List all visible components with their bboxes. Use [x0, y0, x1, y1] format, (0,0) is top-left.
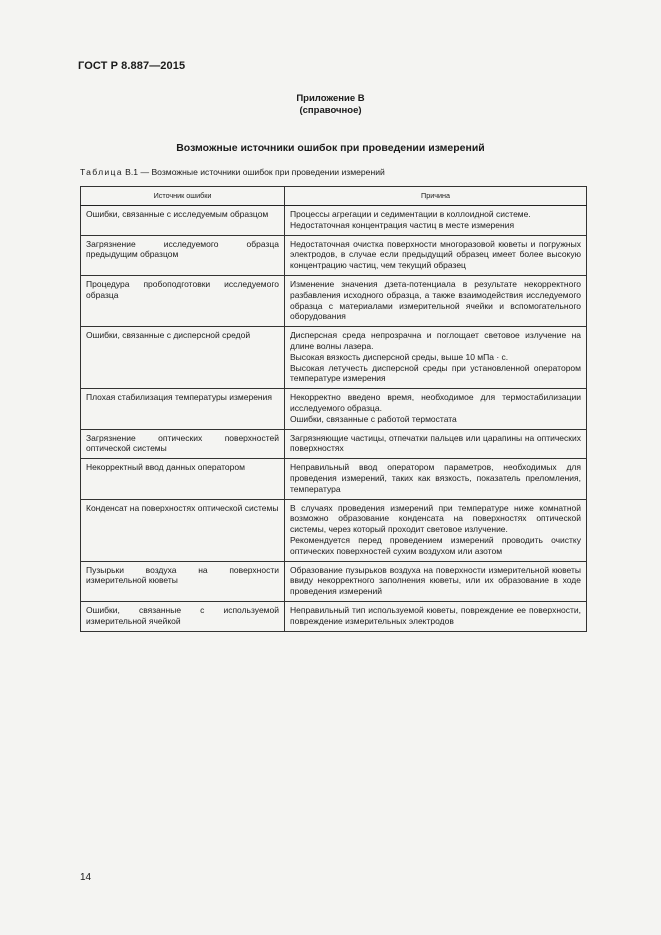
error-source-cell: Загрязнение оптических поверхностей оптической системы — [81, 429, 285, 459]
column-header-cause: Причина — [285, 187, 587, 206]
document-code: ГОСТ Р 8.887—2015 — [78, 60, 186, 72]
table-row — [81, 389, 587, 429]
table-row — [81, 206, 587, 236]
error-source-cell: Пузырьки воздуха на поверхности измерительной кюветы — [81, 561, 285, 601]
error-cause-cell — [285, 389, 587, 429]
error-cause-cell — [285, 429, 587, 459]
cause-text: Процессы агрегации и седиментации в коллоидной системе. — [290, 209, 531, 219]
cause-text: Неправильный тип используемой кюветы, повреждение ее поверхности, повреждение измерительных электродов — [290, 604, 581, 626]
error-source-cell: Ошибки, связанные с используемой измерительной ячейкой — [81, 601, 285, 631]
error-cause-cell — [285, 235, 587, 275]
cause-text: Высокая летучесть дисперсной среды при установленной оператором температуре измерения — [290, 362, 581, 384]
error-source-cell: Плохая стабилизация температуры измерения — [81, 389, 285, 429]
table-caption-word: Таблица — [80, 167, 123, 177]
column-header-source: Источник ошибки — [81, 187, 285, 206]
cause-text: Загрязняющие частицы, отпечатки пальцев или царапины на оптических поверхностях — [290, 432, 581, 454]
cause-text: Некорректно введено время, необходимое для термостабилизации исследуемого образца. — [290, 392, 581, 413]
appendix-subtitle: (справочное) — [299, 105, 362, 116]
cause-text: В случаях проведения измерений при температуре ниже комнатной возможно образование конденсата на поверхностях оптической системы, через который проходит световое излучение. — [290, 502, 581, 535]
table-caption-text: В.1 — Возможные источники ошибок при проведении измерений — [122, 167, 385, 177]
cause-text: Высокая вязкость дисперсной среды, выше 10 мПа · с. — [290, 351, 509, 362]
table-row — [81, 561, 587, 601]
cause-text: Неправильный ввод оператором параметров, необходимых для проведения измерений, таких как вязкость, показатель преломления, температура — [290, 462, 581, 494]
table-row — [81, 499, 587, 561]
appendix-heading — [0, 93, 661, 117]
table-row — [81, 327, 587, 389]
error-cause-cell — [285, 561, 587, 601]
error-source-cell: Ошибки, связанные с дисперсной средой — [81, 327, 285, 389]
appendix-title: Приложение В — [296, 93, 365, 104]
page-number: 14 — [80, 872, 92, 883]
error-cause-cell — [285, 275, 587, 326]
cause-text: Образование пузырьков воздуха на поверхности измерительной кюветы ввиду некорректного заполнения кюветы, или их образование в ходе проведения измерений — [290, 564, 581, 597]
cause-text: Ошибки, связанные с работой термостата — [290, 413, 457, 424]
table-row — [81, 275, 587, 326]
error-source-cell: Ошибки, связанные с исследуемым образцом — [81, 206, 285, 236]
error-source-cell: Конденсат на поверхностях оптической системы — [81, 499, 285, 561]
error-source-cell: Загрязнение исследуемого образца предыдущим образцом — [81, 235, 285, 275]
table-header-row — [81, 187, 587, 206]
error-source-cell: Некорректный ввод данных оператором — [81, 459, 285, 499]
error-cause-cell — [285, 459, 587, 499]
cause-text: Рекомендуется перед проведением измерений проводить очистку оптических поверхностей сухим воздухом или азотом — [290, 534, 581, 556]
error-cause-cell — [285, 499, 587, 561]
error-sources-table — [80, 186, 587, 632]
table-row — [81, 235, 587, 275]
error-source-cell: Процедура пробоподготовки исследуемого образца — [81, 275, 285, 326]
cause-text: Недостаточная очистка поверхности многоразовой кюветы и погружных электродов, в случае если предыдущий образец имеет более высокую концентрацию частиц, чем текущий образец — [290, 238, 581, 271]
error-cause-cell — [285, 601, 587, 631]
table-row — [81, 429, 587, 459]
cause-text: Изменение значения дзета-потенциала в результате некорректного разбавления исходного образца, а также взаимодействия исследуемого образца с материалами измерительной ячейки и вспомогательного оборудования — [290, 278, 581, 322]
cause-text: Дисперсная среда непрозрачна и поглощает световое излучение на длине волны лазера. — [290, 330, 581, 351]
error-cause-cell — [285, 206, 587, 236]
section-title: Возможные источники ошибок при проведении измерений — [176, 142, 485, 154]
table-caption — [80, 167, 385, 177]
table-row — [81, 601, 587, 631]
error-cause-cell — [285, 327, 587, 389]
cause-text: Недостаточная концентрация частиц в месте измерения — [290, 219, 515, 230]
table-row — [81, 459, 587, 499]
